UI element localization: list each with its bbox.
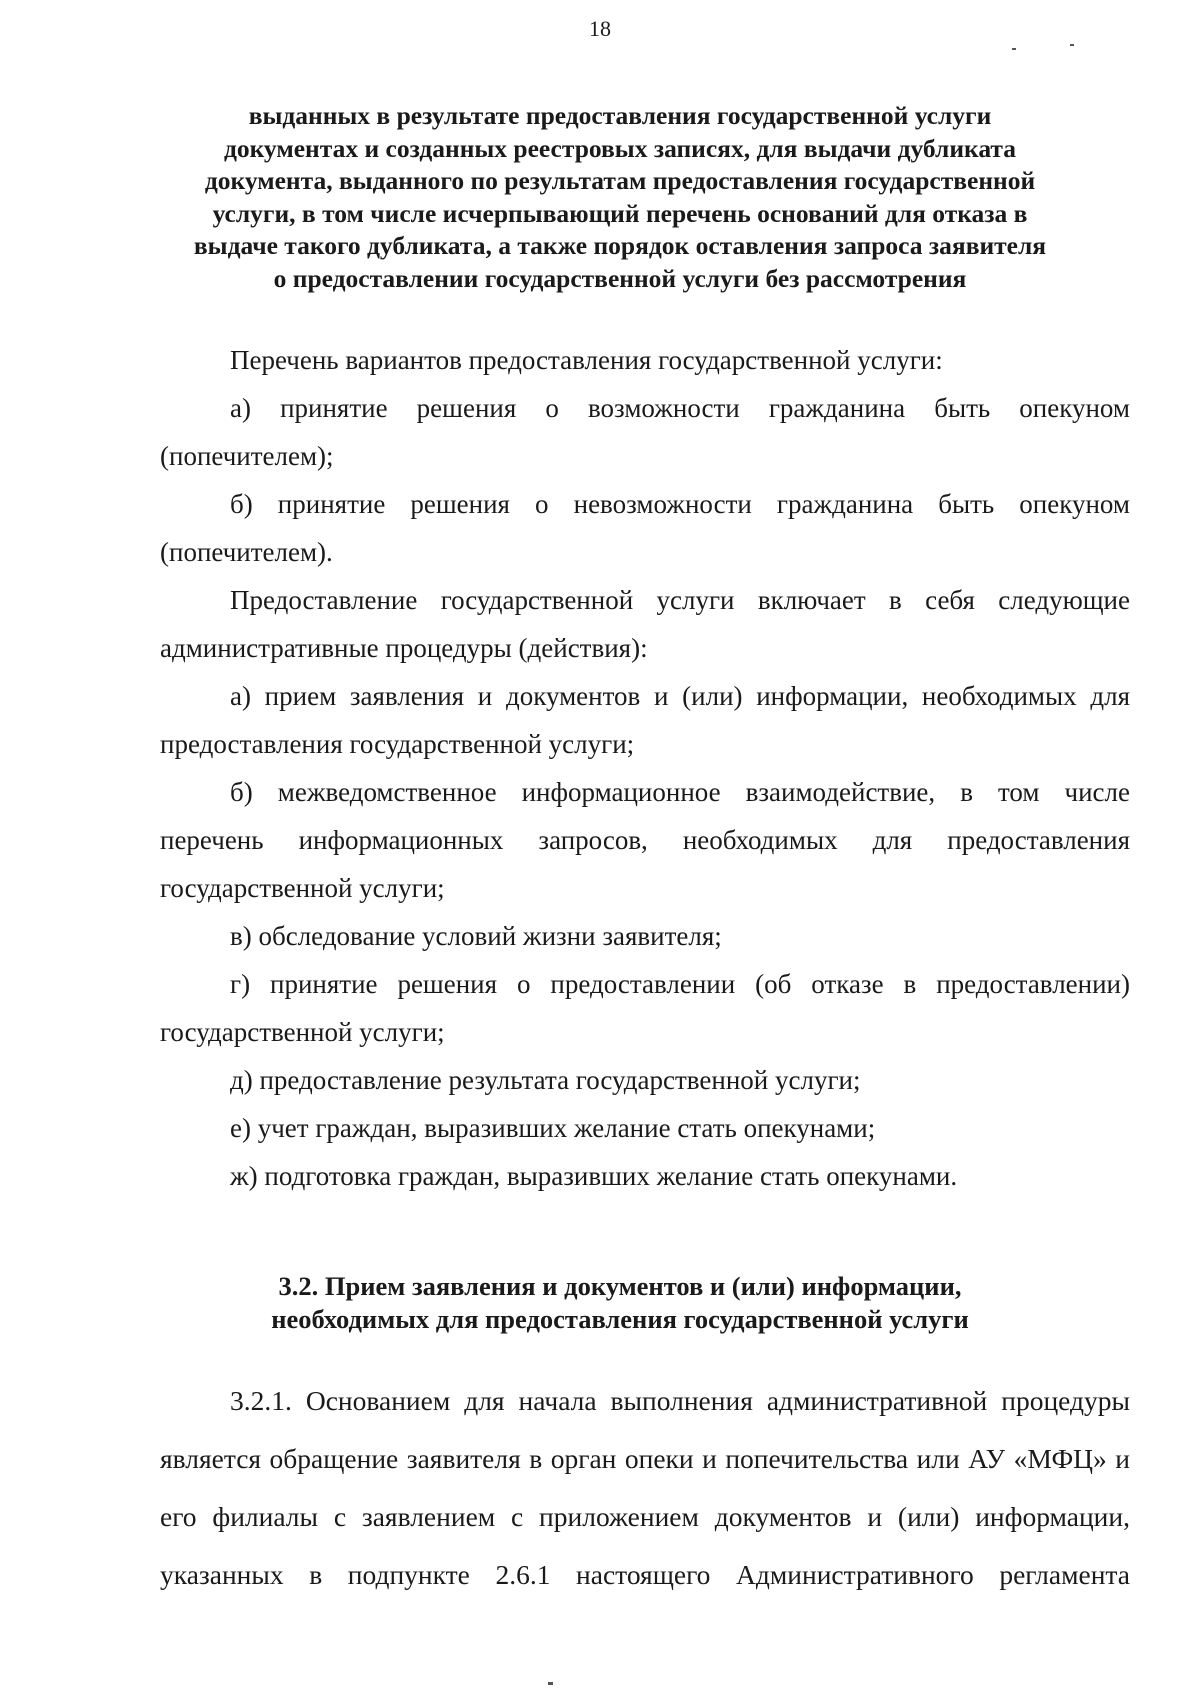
proc-g-line2: государственной услуги; — [160, 1017, 445, 1047]
heading-line: выданных в результате предоставления государственной услуги — [248, 101, 992, 130]
heading-line: документах и созданных реестровых записях, для выдачи дубликата — [223, 133, 1017, 163]
proc-a-line1: а) прием заявления и документов и (или) информации, необходимых для — [230, 681, 1130, 711]
proc-b-line3: государственной услуги; — [160, 873, 445, 903]
proc-v: в) обследование условий жизни заявителя; — [230, 921, 722, 951]
section-heading-continuation — [140, 100, 1100, 295]
heading-line: 3.2. Прием заявления и документов и (или) информации, — [278, 1271, 962, 1301]
heading-line: услуги, в том числе исчерпывающий перечень оснований для отказа в — [212, 198, 1028, 228]
heading-line: о предоставлении государственной услуги без рассмотрения — [273, 263, 967, 293]
scan-speck — [1012, 48, 1016, 50]
para-3-2-1-line2: является обращение заявителя в орган опеки и попечительства или АУ «МФЦ» и — [160, 1443, 1130, 1474]
procedures-intro-line1: Предоставление государственной услуги включает в себя следующие — [230, 585, 1130, 615]
proc-b-line2: перечень информационных запросов, необходимых для предоставления — [160, 825, 1130, 855]
variants-intro: Перечень вариантов предоставления государственной услуги: — [230, 345, 943, 375]
proc-b-line1: б) межведомственное информационное взаимодействие, в том числе — [230, 777, 1130, 807]
scan-speck — [1070, 44, 1074, 46]
variant-a-line2: (попечителем); — [160, 441, 334, 471]
section-3-2-heading — [140, 1270, 1100, 1336]
heading-line: документа, выданного по результатам предоставления государственной — [204, 166, 1036, 195]
proc-d: д) предоставление результата государственной услуги; — [230, 1065, 861, 1095]
heading-line: необходимых для предоставления государственной услуги — [271, 1304, 969, 1334]
page-number: 18 — [589, 16, 611, 41]
proc-a-line2: предоставления государственной услуги; — [160, 729, 635, 759]
para-3-2-1-line3: его филиалы с заявлением с приложением документов и (или) информации, — [160, 1501, 1130, 1532]
para-3-2-1-line4: указанных в подпункте 2.6.1 настоящего Административного регламента — [160, 1559, 1130, 1590]
heading-line: выдаче такого дубликата, а также порядок оставления запроса заявителя — [193, 231, 1047, 260]
procedures-intro-line2: административные процедуры (действия): — [160, 633, 648, 663]
scan-speck — [548, 1682, 553, 1685]
variant-b-line1: б) принятие решения о невозможности гражданина быть опекуном — [230, 489, 1130, 519]
proc-g-line1: г) принятие решения о предоставлении (об отказе в предоставлении) — [230, 969, 1130, 999]
variant-b-line2: (попечителем). — [160, 537, 333, 567]
proc-e: е) учет граждан, выразивших желание стать опекунами; — [230, 1113, 876, 1143]
proc-zh: ж) подготовка граждан, выразивших желание стать опекунами. — [230, 1161, 958, 1191]
variant-a-line1: а) принятие решения о возможности гражданина быть опекуном — [230, 393, 1130, 423]
para-3-2-1-line1: 3.2.1. Основанием для начала выполнения административной процедуры — [230, 1385, 1130, 1416]
